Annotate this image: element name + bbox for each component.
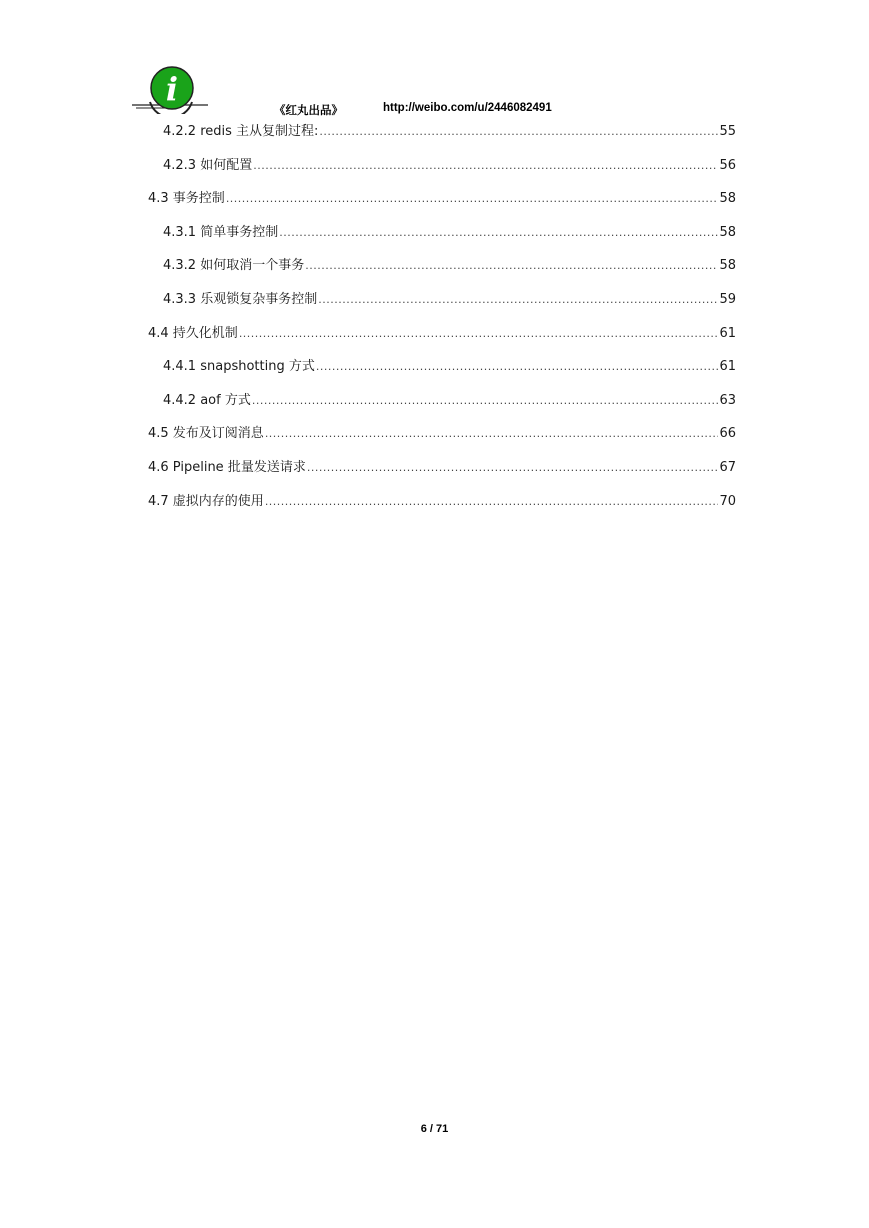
toc-entry[interactable] xyxy=(163,255,736,277)
toc-entry[interactable] xyxy=(148,457,736,479)
toc-dot-leader xyxy=(265,491,719,513)
info-circle-icon xyxy=(130,64,210,114)
toc-entry-label: 4.5 发布及订阅消息 xyxy=(148,426,264,442)
toc-dot-leader xyxy=(307,457,719,479)
toc-entry-page: 67 xyxy=(719,460,736,475)
toc-entry-label: 4.3.2 如何取消一个事务 xyxy=(163,258,305,274)
toc-entry-page: 56 xyxy=(719,157,736,173)
toc-dot-leader xyxy=(265,423,719,445)
toc-entry-label: 4.3.1 简单事务控制 xyxy=(163,224,279,240)
page-number: 6 / 71 xyxy=(420,1123,449,1135)
toc-entry[interactable] xyxy=(148,188,736,210)
toc-entry-page: 58 xyxy=(719,191,736,207)
toc-entry[interactable] xyxy=(163,356,736,378)
toc-entry-label: 4.2.3 如何配置 xyxy=(163,157,253,173)
toc-entry[interactable] xyxy=(163,121,736,143)
toc-dot-leader xyxy=(226,188,719,210)
toc-entry-label: 4.3 事务控制 xyxy=(148,191,225,207)
toc-entry[interactable] xyxy=(148,423,736,445)
toc-entry-label: 4.4.1 snapshotting 方式 xyxy=(163,359,315,375)
toc-entry-label: 4.4.2 aof 方式 xyxy=(163,392,251,408)
toc-entry-page: 70 xyxy=(719,493,736,509)
toc-entry-page: 63 xyxy=(719,392,736,408)
toc-dot-leader xyxy=(305,255,718,277)
toc-entry-page: 66 xyxy=(719,426,736,442)
header-title: 《红丸出品》 xyxy=(274,105,343,117)
toc-entry[interactable] xyxy=(163,390,736,412)
toc-entry-page: 59 xyxy=(719,292,736,307)
logo-letter: i xyxy=(165,70,179,108)
toc-dot-leader xyxy=(252,390,719,412)
toc-entry-page: 58 xyxy=(719,224,736,240)
toc-entry-label: 4.6 Pipeline 批量发送请求 xyxy=(148,460,306,475)
toc-entry-label: 4.2.2 redis 主从复制过程: xyxy=(163,124,319,139)
toc-dot-leader xyxy=(316,356,719,378)
toc-dot-leader xyxy=(239,323,719,345)
toc-dot-leader xyxy=(319,121,718,143)
toc-entry-page: 55 xyxy=(719,124,736,139)
toc-entry-page: 61 xyxy=(719,359,736,375)
toc-entry[interactable] xyxy=(148,491,736,513)
toc-entry-label: 4.7 虚拟内存的使用 xyxy=(148,493,264,509)
toc-entry[interactable] xyxy=(163,222,736,244)
toc-entry[interactable] xyxy=(163,155,736,177)
toc-dot-leader xyxy=(279,222,718,244)
toc-entry-label: 4.3.3 乐观锁复杂事务控制 xyxy=(163,292,318,307)
toc-entry[interactable] xyxy=(148,323,736,345)
toc-dot-leader xyxy=(253,155,718,177)
toc-entry-label: 4.4 持久化机制 xyxy=(148,325,238,341)
toc-dot-leader xyxy=(318,289,718,311)
toc-entry-page: 61 xyxy=(719,325,736,341)
toc-entry[interactable] xyxy=(163,289,736,311)
toc-entry-page: 58 xyxy=(719,258,736,274)
header-url[interactable]: http://weibo.com/u/2446082491 xyxy=(383,102,552,114)
